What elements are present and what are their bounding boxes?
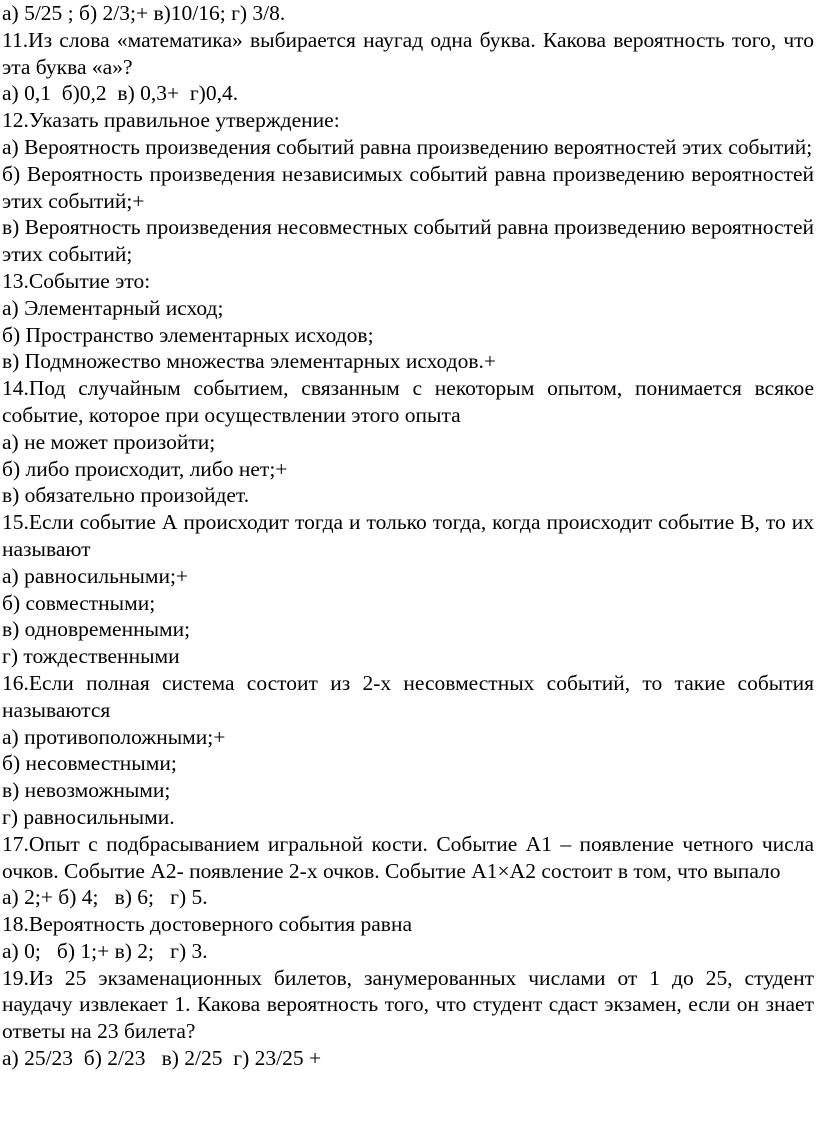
answer-options-17: а) 2;+ б) 4; в) 6; г) 5. xyxy=(2,885,208,910)
option-16-b: б) несовместными; xyxy=(2,751,177,776)
option-12-a: а) Вероятность произведения событий равна произведению вероятностей этих событий; xyxy=(2,134,813,159)
option-15-a: а) равносильными;+ xyxy=(2,563,189,588)
document-page xyxy=(2,0,814,1072)
option-12-b: б) Вероятность произведения независимых событий равна произведению вероятностей этих событий;+ xyxy=(2,161,814,213)
option-15-c: в) одновременными; xyxy=(2,617,191,642)
option-16-d: г) равносильными. xyxy=(2,804,175,829)
option-16-c: в) невозможными; xyxy=(2,778,171,803)
answer-options-19: а) 25/23 б) 2/23 в) 2/25 г) 23/25 + xyxy=(2,1046,322,1071)
option-13-a: а) Элементарный исход; xyxy=(2,295,224,320)
option-15-d: г) тождественными xyxy=(2,644,180,669)
question-11: 11.Из слова «математика» выбирается наугад одна буква. Какова вероятность того, что эта буква «а»? xyxy=(2,27,814,79)
answer-options-18: а) 0; б) 1;+ в) 2; г) 3. xyxy=(2,938,208,963)
question-19: 19.Из 25 экзаменационных билетов, занумерованных числами от 1 до 25, студент наудачу извлекает 1. Какова вероятность того, что студент сдаст экзамен, если он знает ответы на 23 билета? xyxy=(2,965,814,1044)
option-14-c: в) обязательно произойдет. xyxy=(2,483,250,508)
question-17: 17.Опыт с подбрасыванием игральной кости. Событие А1 – появление четного числа очков. Событие А2- появление 2-х очков. Событие А1×А2 состоит в том, что выпало xyxy=(2,831,814,883)
option-16-a: а) противоположными;+ xyxy=(2,724,226,749)
answer-options-10: а) 5/25 ; б) 2/3;+ в)10/16; г) 3/8. xyxy=(2,1,286,25)
option-14-a: а) не может произойти; xyxy=(2,429,216,454)
question-13: 13.Событие это: xyxy=(2,268,151,293)
option-14-b: б) либо происходит, либо нет;+ xyxy=(2,456,288,481)
option-13-c: в) Подмножество множества элементарных исходов.+ xyxy=(2,349,496,374)
option-12-c: в) Вероятность произведения несовместных событий равна произведению вероятностей этих событий; xyxy=(2,215,814,267)
option-13-b: б) Пространство элементарных исходов; xyxy=(2,322,374,347)
question-15: 15.Если событие А происходит тогда и только тогда, когда происходит событие В, то их называют xyxy=(2,510,814,561)
answer-options-11: а) 0,1 б)0,2 в) 0,3+ г)0,4. xyxy=(2,81,239,106)
question-12: 12.Указать правильное утверждение: xyxy=(2,108,340,133)
question-14: 14.Под случайным событием, связанным с некоторым опытом, понимается всякое событие, которое при осуществлении этого опыта xyxy=(2,376,814,427)
option-15-b: б) совместными; xyxy=(2,590,156,615)
question-16: 16.Если полная система состоит из 2-х несовместных событий, то такие события называются xyxy=(2,670,814,722)
question-18: 18.Вероятность достоверного события равна xyxy=(2,912,412,937)
